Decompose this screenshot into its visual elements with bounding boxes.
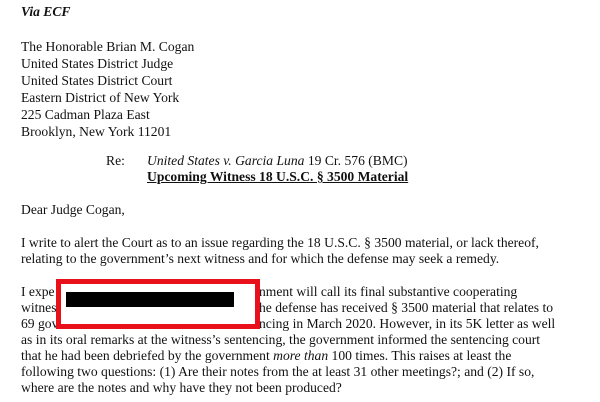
case-name: United States v. Garcia Luna: [147, 153, 305, 168]
emphasis-more-than: more than: [273, 348, 329, 363]
paragraph-line-fragment: ncing in March 2020. However, in its 5K letter as well: [259, 316, 556, 331]
addressee-line: Brooklyn, New York 11201: [21, 124, 172, 139]
addressee-line: United States District Court: [21, 73, 173, 88]
paragraph-line: relating to the government’s next witness and for which the defense may seek a remedy.: [21, 251, 500, 266]
addressee-line: Eastern District of New York: [21, 90, 180, 105]
paragraph-line-fragment: I expe: [21, 284, 55, 299]
delivery-method: Via ECF: [21, 4, 71, 19]
addressee-line: The Honorable Brian M. Cogan: [21, 39, 195, 54]
re-case: [147, 152, 408, 169]
paragraph-line: where are the notes and why have they not been produced?: [21, 380, 342, 395]
paragraph-line: I write to alert the Court as to an issue regarding the 18 U.S.C. § 3500 material, or lack thereof,: [21, 235, 539, 250]
salutation: Dear Judge Cogan,: [21, 202, 125, 217]
paragraph-line: that he had been debriefed by the government more than 100 times. This raises at least the: [21, 348, 512, 363]
paragraph-line-fragment: nment will call its final substantive cooperating: [259, 284, 518, 299]
re-label: Re:: [106, 153, 125, 168]
paragraph-line: as in its oral remarks at the witness’s sentencing, the government informed the sentencing court: [21, 332, 541, 347]
paragraph-line-fragment: he defense has received § 3500 material that relates to: [259, 300, 554, 315]
paragraph-line-fragment: witnes: [21, 300, 57, 315]
addressee-line: United States District Judge: [21, 56, 174, 71]
re-subject: Upcoming Witness 18 U.S.C. § 3500 Material: [147, 169, 409, 184]
case-number: 19 Cr. 576 (BMC): [304, 153, 408, 168]
paragraph-line-fragment: 69 gov: [21, 316, 59, 331]
addressee-line: 225 Cadman Plaza East: [21, 107, 150, 122]
paragraph-line: following two questions: (1) Are their notes from the at least 31 other meetings?; and (2) If so,: [21, 364, 535, 379]
red-highlight-box: [56, 279, 260, 329]
